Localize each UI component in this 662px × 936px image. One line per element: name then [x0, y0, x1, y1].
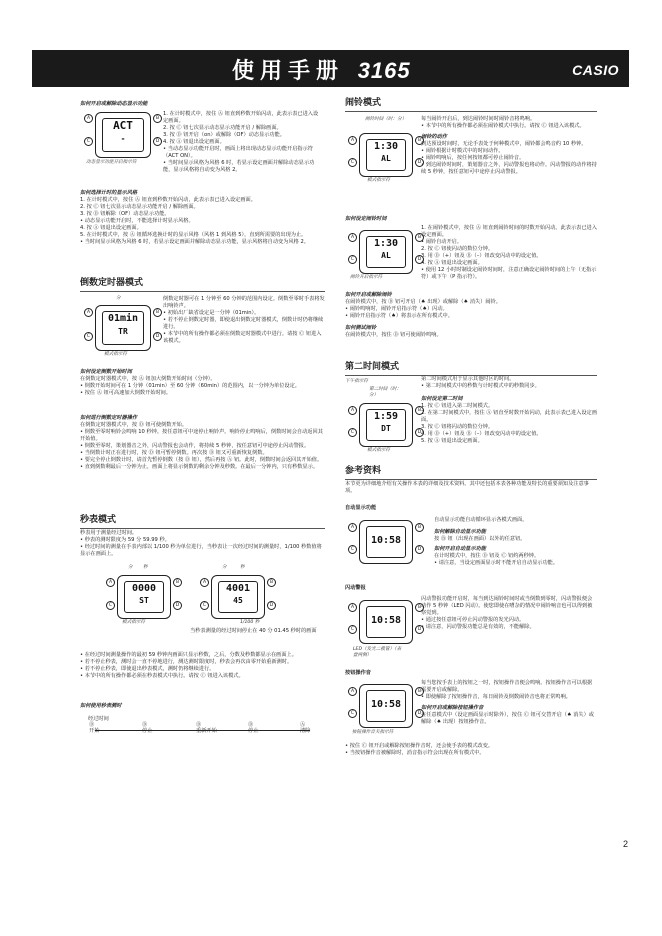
text-line: • 直到倒数剩最后一分钟为止，画面上将显示倒数的剩余分钟及秒数。在最后一分钟内，只有秒数显示。 [80, 464, 319, 470]
flow-step-1: Ⓓ 开始 [89, 722, 100, 734]
watch-illustration-auto [359, 520, 413, 564]
act-caption: 动态显示功能开启指示符 [86, 160, 137, 165]
led-caption: LED（发光二极管）（表盘两侧） [353, 647, 402, 658]
text-line: • 当倒数计时正在进行时，按 Ⓓ 钮可暂停倒数。再次按 Ⓓ 钮又可重新恢复倒数。 [80, 450, 268, 456]
mute-indicator-caption: 按钮操作音关指示符 [352, 730, 394, 735]
step-text: 4. 按 Ⓐ 钮退出设定画面。 [163, 139, 225, 145]
lcd-top-text: 1:30 [373, 238, 399, 249]
stopwatch-notes [80, 652, 325, 680]
watch-illustration-alarm [359, 133, 413, 177]
lcd-bottom-text: AL [381, 154, 391, 163]
button-b-icon: B [415, 687, 424, 696]
text-line: 3. 用 Ⓓ（+）钮及 Ⓑ（–）钮改变闪动中的设定值。 [421, 253, 542, 259]
text-line: 秒表用于测量经过时间。 [80, 530, 138, 536]
text-line: 2. 按 Ⓒ 钮使闪动的数位分钟。 [421, 246, 494, 252]
sub-heading: 如何测试闹铃 [345, 325, 377, 331]
lcd-top-text: 10:58 [370, 615, 402, 626]
page-number: 2 [622, 839, 628, 849]
text-line: • 要完全停止倒数计时，请首先暂停倒数（按 Ⓓ 钮），然后再按 Ⓐ 钮。此时，倒数时间会返回其开始值。 [80, 457, 323, 463]
lcd-top-text: 01min [107, 313, 139, 324]
watch-lcd [124, 581, 164, 613]
button-b-icon: B [153, 114, 162, 123]
stopwatch-heading: 秒表模式 [80, 515, 117, 525]
sub-heading: 如何开启自动显示功能 [434, 546, 486, 552]
watch-lcd [102, 311, 144, 345]
button-a-icon: A [348, 603, 357, 612]
step-text: 2. 按 Ⓒ 钮七次显示动态显示功能开启 / 解除画面。 [80, 204, 199, 210]
text-line: • 本节中的所有操作都必须在秒表模式中执行。请按 Ⓒ 钮进入该模式。 [80, 673, 244, 679]
step-text: 2. 按 Ⓒ 钮七次显示动态显示功能开启 / 解除画面。 [163, 125, 282, 131]
watch-lcd [366, 409, 406, 441]
text-line: 在倒数定时器模式中，按 Ⓓ 钮可使倒数开始。 [80, 422, 188, 428]
page-title [232, 54, 411, 85]
text-line: • 秒表的测时限度为 59 分 59.99 秒。 [80, 537, 170, 543]
button-d-icon: D [267, 601, 276, 610]
text-line: 每当闹铃开启后，到达闹铃时间时闹铃音将鸣响。 [421, 116, 536, 122]
button-b-icon: B [267, 578, 276, 587]
watch-lcd [102, 118, 144, 152]
button-d-icon: D [173, 601, 182, 610]
min-label: 分 [116, 296, 121, 301]
text-line: • 闹铃鸣响时，闹铃开启指示符（♠）闪动。 [345, 306, 448, 312]
text-line: • 倒数开始时间可在 1 分钟（01min）至 60 分钟（60min）的范围内，以一分钟为单位设定。 [80, 383, 300, 389]
flash-alert-text [421, 596, 597, 631]
text-line: • 初始出厂缺省设定是一分钟（01min）。 [163, 310, 260, 316]
watch-lcd [366, 139, 406, 171]
mode-indicator-caption: 模式指示符 [367, 178, 390, 183]
text-line: 5. 按 Ⓐ 钮退出设定画面。 [421, 438, 483, 444]
button-tone-text [421, 680, 597, 726]
display-flash-steps [163, 111, 323, 174]
alarm-heading-block [345, 98, 597, 116]
auto-display-text [434, 517, 597, 567]
dual-time-heading: 第二时间模式 [345, 362, 400, 372]
divider [345, 479, 597, 480]
text-line: 按 Ⓑ 钮（出现在画面）以外的任意钮。 [434, 536, 526, 542]
text-line: • 按住 Ⓐ 钮可高速加大倒数开始时间。 [80, 390, 172, 396]
button-d-icon: D [415, 158, 424, 167]
button-d-icon: D [415, 428, 424, 437]
watch-illustration-dual [359, 403, 413, 447]
button-c-icon: C [348, 709, 357, 718]
countdown-op-section [80, 415, 325, 471]
alarm-on-indicator-caption: 闹铃开启指示符 [350, 275, 383, 280]
lcd-top-text: 1:59 [373, 411, 399, 422]
text-line: • 使用 12 小时时制设定闹铃时间时，注意正确设定闹铃时间的上午（无指示符）或下午（P 指示符）。 [421, 267, 597, 280]
flow-step-3: Ⓓ 重新开始 [196, 722, 217, 734]
text-line: • 到达闹铃时间时，策划器音之外，闪动警报也将动作。闪动警报的动作将持续 5 秒钟，按任意钮可中途停止闪动警报。 [421, 162, 597, 175]
button-a-icon: A [106, 578, 115, 587]
header-bar [32, 50, 629, 87]
text-line: • 按住 Ⓒ 钮开启或解除按钮操作音时，还会使手表的模式改变。 [345, 743, 494, 749]
text-line: 3. 按 Ⓒ 钮将闪动的数位分钟。 [421, 424, 494, 430]
lcd-top-text: 0000 [131, 583, 157, 594]
step-text: • 动态显示功能开启时，不能选择计时显示风格。 [80, 218, 194, 224]
step-text: • 当时间显示风格为风格 6 时，若显示设定画面并解除动态显示功能，显示风格将自动变为风格 2。 [80, 239, 309, 245]
text-line: 在闹铃模式中，按住 Ⓓ 钮可使闹铃鸣响。 [345, 332, 442, 338]
text-line: • 即使解除了按钮操作音，每日闹铃及倒数闹铃音也将正常鸣响。 [421, 694, 571, 700]
text-line: 倒数定时器可在 1 分钟至 60 分钟的范围内设定。倒数至零时手表将发出响铃声。 [163, 296, 325, 309]
button-c-icon: C [348, 545, 357, 554]
sec-label: 秒 [143, 565, 148, 570]
lcd-top-text: 10:58 [370, 699, 402, 710]
step-text: 4. 按 Ⓐ 钮退出设定画面。 [80, 225, 142, 231]
watch-illustration-beep [359, 684, 413, 728]
flow-step-2: Ⓓ 停止 [142, 722, 153, 734]
display-flash-heading: 如何开启或解除动态显示功能 [80, 101, 148, 107]
text-line: 2. 在第二时间模式中，按住 Ⓐ 钮直至时数开始闪动，此表示表已进入设定画面。 [421, 410, 597, 423]
button-c-icon: C [200, 601, 209, 610]
text-line: • 当按钮操作音被解除时，消音指示符会出现在所有模式中。 [345, 750, 485, 756]
text-line: • 第二时间模式中的秒数与计时模式中的秒数同步。 [421, 383, 540, 389]
time-style-section [80, 190, 325, 246]
text-line: • 倒数至零时，策划器音之外，闪动警报也会动作，将持续 5 秒钟，按任意钮可中途停止闪动警报。 [80, 443, 310, 449]
text-line: • 若不停止秒表，测时会一直不停地进行，测达测时限度时，秒表会再次由零开始重新测时。 [80, 659, 293, 665]
alarm-set-heading: 如何设定闹铃时间 [345, 216, 387, 222]
button-c-icon: C [84, 137, 93, 146]
text-line: 第二时间模式用于显示其他时区的时间。 [421, 376, 515, 382]
divider [345, 111, 597, 112]
lcd-bottom-text: 45 [233, 596, 243, 605]
button-a-icon: A [348, 687, 357, 696]
watch-illustration-act [95, 112, 151, 158]
elapsed-time-label: 经过时间 [88, 716, 109, 722]
countdown-heading-block [80, 278, 325, 296]
alarm-intro [421, 116, 597, 176]
text-line: 在任意模式中（设定画面显示时除外），按住 Ⓒ 钮可交替开启（♠ 消失）或解除（♠ 出现）按钮操作音。 [421, 712, 594, 725]
text-line: 在闹铃模式中，按 Ⓓ 钮可开启（♠ 出现）或解除（♠ 消失）闹铃。 [345, 299, 501, 305]
button-a-icon: A [84, 308, 93, 317]
text-line: 到达预设时间时，无论手表处于何种模式中，闹铃都会鸣音约 10 秒钟。 [421, 141, 587, 147]
lcd-bottom-text: ST [139, 596, 149, 605]
text-line: 每当您按手表上的按钮之一时，按钮操作音便会鸣响。按钮操作音可以根据需要开启或解除。 [421, 680, 593, 693]
button-c-icon: C [348, 428, 357, 437]
text-line: • 请注意，闪动警报功能总是有效的，不能解除。 [421, 624, 535, 630]
step-text: 3. 按 Ⓓ 钮开启（on）或解除（OF）动态显示功能。 [163, 132, 285, 138]
lcd-bottom-text: AL [381, 251, 391, 260]
text-line: 自动显示功能自动循环显示各模式画面。 [434, 517, 528, 523]
text-line: • 在经过时间测量操作的最初 59 秒钟内画面只显示秒数，之后，分数及秒数都显示在画面上。 [80, 652, 297, 658]
lcd-bottom-text: DT [381, 424, 391, 433]
button-b-icon: B [415, 603, 424, 612]
step-text: • 当动态显示功能开启时，画面上将出现动态显示功能开启指示符（ACT ON）。 [163, 146, 313, 159]
sec-label: 秒 [240, 565, 245, 570]
text-line: 4. 用 Ⓓ（+）钮及 Ⓑ（–）钮改变闪动中的设定值。 [421, 431, 542, 437]
reference-intro: 本节更为详细地介绍有关操作本表的详细及技术资料。其中还包括本表各种功能及特长的重要须知及注意事项。 [345, 481, 589, 494]
button-b-icon: B [415, 136, 424, 145]
stopwatch-intro [80, 530, 325, 558]
text-line: • 本节中的所有操作都必须在闹铃模式中执行。请按 Ⓒ 钮进入该模式。 [421, 123, 585, 129]
divider [80, 291, 325, 292]
sub-heading: 如何进行倒数定时器操作 [80, 415, 138, 421]
text-line: • 闹铃开启指示符（♠）将表示在所有模式中。 [345, 313, 453, 319]
countdown-set-section [80, 369, 325, 397]
lcd-top-text: 10:58 [370, 535, 402, 546]
step-text: 1. 在计时模式中，按住 Ⓐ 钮直到秒数开始闪动，此表示表已进入设定画面。 [80, 197, 256, 203]
mode-indicator-caption: 模式指示符 [104, 352, 127, 357]
watch-lcd [218, 581, 258, 613]
alarm-set-steps [421, 225, 597, 281]
min-label: 分 [128, 565, 133, 570]
step-text: 3. 按 Ⓓ 钮解除（OF）动态显示功能。 [80, 211, 170, 217]
text-line: 在倒数定时器模式中，按 Ⓐ 钮加大倒数开始时间（分钟）。 [80, 376, 216, 382]
lcd-top-text: 4001 [225, 583, 251, 594]
sub-heading: 闹铃的动作 [421, 134, 447, 140]
watch-lcd [366, 606, 406, 638]
text-line: • 若不停止倒数定时器，即使退出倒数定时器模式，倒数计时仍将继续进行。 [163, 317, 324, 330]
hundredth-label: 1/100 秒 [240, 620, 260, 625]
text-line: • 闹铃自动开启。 [421, 239, 463, 245]
button-d-icon: D [415, 255, 424, 264]
text-line: • 若不停止秒表，即使退出秒表模式，测时仍将继续进行。 [80, 666, 215, 672]
brand-logo: CASIO [572, 62, 619, 78]
sub-heading: 如何设定第二时间 [421, 396, 463, 402]
time-style-heading: 如何选择计时的显示风格 [80, 190, 138, 196]
sub-heading: 如何设定倒数开始时间 [80, 369, 132, 375]
flash-alert-heading: 闪动警报 [345, 585, 366, 591]
text-line: • 闹铃根据计时模式中的时间动作。 [421, 148, 504, 154]
text-line: • 闹铃鸣响后，按任何按钮都可停止闹铃音。 [421, 155, 525, 161]
dual-intro [421, 376, 597, 445]
text-line: 闪动警报功能开启时，每当到达闹铃时间时或当倒数到零时，闪动警报便会动作 5 秒钟（LED 闪动）。使您即使在嘈杂的情况中闹铃响音也可以得到被察觉到。 [421, 596, 593, 616]
lcd-top-text: 1:30 [373, 141, 399, 152]
sub-heading: 如何开启或解除按钮操作音 [421, 705, 484, 711]
watch-illustration-stopwatch-2 [211, 575, 265, 619]
countdown-intro [163, 296, 325, 345]
sub-heading: 如何开启或解除闹铃 [345, 292, 392, 298]
mode-indicator-caption: 模式指示符 [122, 620, 145, 625]
button-b-icon: B [415, 406, 424, 415]
button-a-icon: A [200, 578, 209, 587]
button-tone-notes [345, 743, 597, 757]
button-c-icon: C [84, 332, 93, 341]
watch-lcd [366, 526, 406, 558]
button-d-icon: D [153, 332, 162, 341]
step-text: • 当时间显示风格为风格 6 时，若显示设定画面并解除动态显示功能，显示风格将自动变为风格 2。 [163, 160, 315, 173]
pm-indicator-label: 下午指示符 [345, 379, 368, 384]
button-b-icon: B [415, 523, 424, 532]
button-d-icon: D [415, 625, 424, 634]
text-line: 1. 在闹铃模式中，按住 Ⓐ 钮直到闹铃时间的时数开始闪动。此表示表已进入设定画面。 [421, 225, 597, 238]
alarm-time-label: 闹铃时间（时：分） [365, 117, 407, 122]
button-tone-heading: 按钮操作音 [345, 670, 371, 676]
alarm-heading: 闹铃模式 [345, 98, 382, 108]
button-d-icon: D [415, 709, 424, 718]
divider [80, 528, 325, 529]
watch-illustration-alarm-set [359, 230, 413, 274]
lcd-bottom-text: TR [118, 327, 128, 336]
text-line: 在计时模式中，按住 Ⓓ 钮及 Ⓒ 钮约两秒钟。 [434, 553, 540, 559]
lcd-top-text: ACT [113, 119, 133, 132]
text-line: • 倒数至零时响铃会鸣响 10 秒钟。按任意钮可中途停止响铃声。响铃停止鸣响后，倒数时间会自动返回其开始值。 [80, 429, 323, 442]
button-a-icon: A [348, 523, 357, 532]
button-b-icon: B [415, 233, 424, 242]
mode-indicator-caption: 模式指示符 [367, 448, 390, 453]
text-line: • 通过按任意钮可停止闪动警报的发光闪动。 [421, 617, 525, 623]
sub-heading: 如何解除自动显示功能 [434, 529, 486, 535]
countdown-heading: 倒数定时器模式 [80, 278, 144, 288]
button-d-icon: D [153, 137, 162, 146]
text-line: • 本节中的所有操作都必须在倒数定时器模式中进行。请按 Ⓒ 钮进入该模式。 [163, 331, 322, 344]
text-line: • 经过时间的测量在手表内部以 1/100 秒为单位进行，当秒表让一次经过时间的测量时，1/100 秒数值将显示在画面上。 [80, 544, 322, 557]
text-line: • 请注意，当设定画面显示时不能开启自动显示功能。 [434, 560, 559, 566]
min-label: 分 [222, 565, 227, 570]
button-a-icon: A [348, 233, 357, 242]
lcd-bottom-text: - [120, 134, 126, 143]
flow-step-5: Ⓐ 清除 [300, 722, 311, 734]
alarm-onoff-section [345, 292, 597, 339]
step-text: 5. 在计时模式中，按 Ⓐ 钮循环选换计时的显示风格（风格 1 到风格 5），直到所需要的出现为止。 [80, 232, 307, 238]
watch-illustration-countdown [95, 305, 151, 351]
watch-illustration-stopwatch [117, 575, 171, 619]
button-b-icon: B [173, 578, 182, 587]
flow-step-4: Ⓓ 停止 [248, 722, 259, 734]
stopwatch-how-heading: 如何使用秒表测时 [80, 703, 122, 709]
title-text: 使用手册 [232, 59, 345, 84]
button-d-icon: D [415, 545, 424, 554]
button-c-icon: C [348, 158, 357, 167]
text-line: 1. 按 Ⓒ 钮进入第二时间模式。 [421, 403, 494, 409]
button-a-icon: A [84, 114, 93, 123]
button-c-icon: C [348, 625, 357, 634]
model-number: 3165 [357, 58, 411, 83]
reference-heading: 参考资料 [345, 466, 382, 476]
button-a-icon: A [348, 136, 357, 145]
watch-lcd [366, 690, 406, 722]
watch-illustration-flash [359, 600, 413, 644]
text-line: 4. 按 Ⓐ 钮退出设定画面。 [421, 260, 483, 266]
button-c-icon: C [348, 255, 357, 264]
button-c-icon: C [106, 601, 115, 610]
dual-time-label: 第二时间（时：分） [369, 387, 402, 398]
button-b-icon: B [153, 308, 162, 317]
watch-lcd [366, 236, 406, 268]
step-text: 1. 在计时模式中，按住 Ⓐ 钮直到秒数开始闪动，此表示表已进入设定画面。 [163, 111, 319, 124]
auto-display-heading: 自动显示功能 [345, 505, 377, 511]
button-a-icon: A [348, 406, 357, 415]
stopwatch-caption: 当秒表测量的经过时间停止在 40 分 01.45 秒时的画面 [190, 628, 317, 634]
